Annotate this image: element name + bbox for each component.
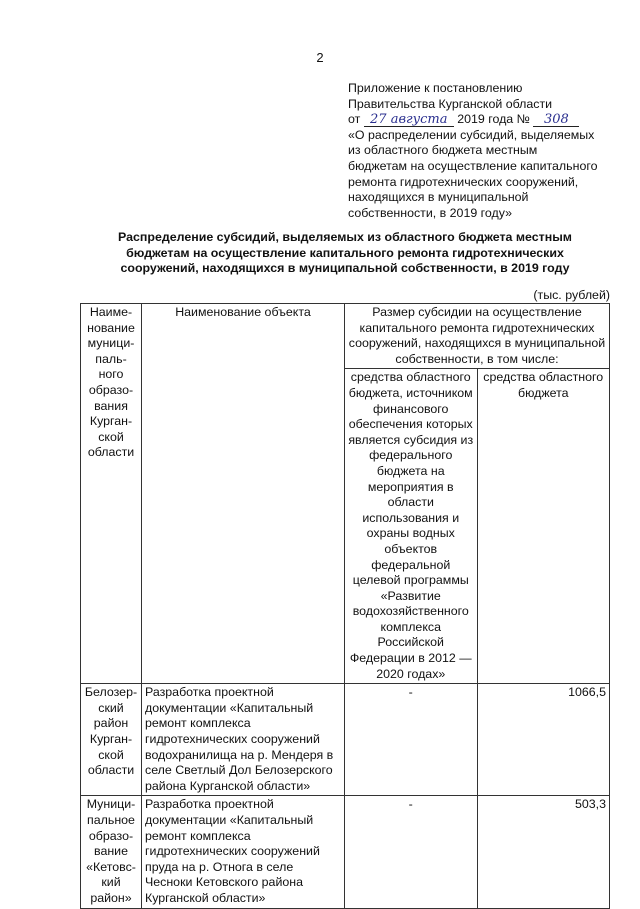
page-number: 2 (316, 50, 324, 65)
year-text: 2019 года № (457, 112, 530, 127)
appendix-line: из областного бюджета местным (348, 143, 538, 158)
subsidy-table (80, 303, 610, 909)
header-municipality: Наиме-нование муници-паль-ного образо-вания Курган-ской области (81, 304, 142, 684)
row-federal-funded: - (345, 684, 478, 796)
row-object: Разработка проектной документации «Капитальный ремонт комплекса гидротехнических сооружений водохранилища на р. Мендеря в селе Светлый Дол Белозерского района Курганской области» (142, 684, 345, 796)
header-row (81, 304, 610, 369)
appendix-line: бюджетам на осуществление капитального (348, 158, 598, 173)
row-regional: 503,3 (477, 796, 610, 908)
title-line-3: сооружений, находящихся в муниципальной собственности, в 2019 году (120, 261, 570, 276)
header-subsidy-size: Размер субсидии на осуществление капитального ремонта гидротехнических сооружений, находящихся в муниципальной собственности, в том числе: (345, 304, 610, 369)
row-municipality: Муници-пальное образо-вание «Кетовс-кий район» (81, 796, 142, 908)
table-row (81, 684, 610, 796)
from-label: от (348, 112, 361, 127)
document-title (80, 230, 610, 277)
title-line-1: Распределение субсидий, выделяемых из областного бюджета местным (118, 230, 572, 244)
appendix-date-line (348, 112, 618, 128)
appendix-block (348, 81, 618, 221)
handwritten-number: 308 (533, 113, 579, 127)
row-regional: 1066,5 (477, 684, 610, 796)
units-label: (тыс. рублей) (533, 288, 610, 302)
appendix-line-2: Правительства Курганской области (348, 96, 553, 111)
header-federal-funded: средства областного бюджета, источником финансового обеспечения которых является субсидия из федерального бюджета на мероприятия в области использования и охраны водных объектов федеральной целевой программы «Развитие водохозяйственного комплекса Российской Федерации в 2012 — 2020 годах» (345, 369, 478, 684)
title-line-2: бюджетам на осуществление капитального ремонта гидротехнических (126, 245, 564, 260)
row-municipality: Белозер-ский район Курган-ской области (81, 684, 142, 796)
row-object: Разработка проектной документации «Капитальный ремонт комплекса гидротехнических сооружений пруда на р. Отнога в селе Чесноки Кетовского района Курганской области» (142, 796, 345, 908)
row-federal-funded: - (345, 796, 478, 908)
appendix-line: находящихся в муниципальной (348, 190, 529, 205)
appendix-line: собственности, в 2019 году» (348, 205, 512, 220)
appendix-line: ремонта гидротехнических сооружений, (348, 174, 579, 189)
appendix-line: «О распределении субсидий, выделяемых (348, 127, 595, 142)
appendix-line-1: Приложение к постановлению (348, 81, 523, 95)
table-row (81, 796, 610, 908)
header-regional: средства областного бюджета (477, 369, 610, 684)
handwritten-date: 27 августа (364, 113, 454, 127)
header-object: Наименование объекта (142, 304, 345, 684)
